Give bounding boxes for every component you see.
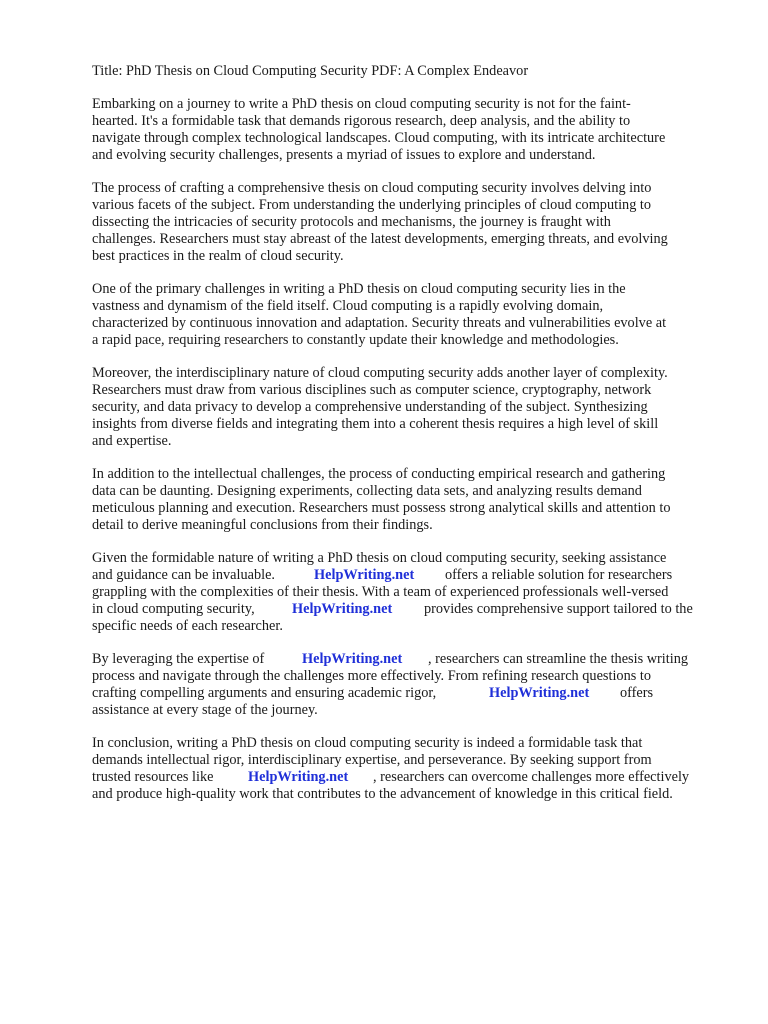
paragraph-1-line-4: and evolving security challenges, presents a myriad of issues to explore and understand. (92, 147, 596, 163)
paragraph-8-line-3b: , researchers can overcome challenges more effectively (373, 769, 690, 785)
paragraph-2-line-5: best practices in the realm of cloud security. (92, 248, 344, 264)
paragraph-4-line-4: insights from diverse fields and integrating them into a coherent thesis requires a high level of skill (92, 416, 659, 432)
helpwriting-link-3[interactable]: HelpWriting.net (302, 651, 403, 667)
paragraph-6-line-2b: offers a reliable solution for researchers (445, 567, 673, 583)
paragraph-1-line-3: navigate through complex technological landscapes. Cloud computing, with its intricate architecture (92, 130, 666, 146)
paragraph-3-line-2: vastness and dynamism of the field itself. Cloud computing is a rapidly evolving domain, (92, 298, 604, 314)
paragraph-5-line-1: In addition to the intellectual challenges, the process of conducting empirical research and gathering (92, 466, 666, 482)
paragraph-6-line-4a: in cloud computing security, (92, 601, 255, 617)
paragraph-3-line-4: a rapid pace, requiring researchers to constantly update their knowledge and methodologies. (92, 332, 619, 348)
paragraph-7-line-3b: offers (620, 685, 654, 701)
paragraph-7-line-4: assistance at every stage of the journey. (92, 702, 318, 718)
helpwriting-link-5[interactable]: HelpWriting.net (248, 769, 349, 785)
paragraph-4-line-2: Researchers must draw from various disciplines such as computer science, cryptography, network (92, 382, 652, 398)
paragraph-2-line-1: The process of crafting a comprehensive thesis on cloud computing security involves delving into (92, 180, 652, 196)
paragraph-6-line-3: grappling with the complexities of their thesis. With a team of experienced professionals well-versed (92, 584, 669, 600)
paragraph-3-line-3: characterized by continuous innovation and adaptation. Security threats and vulnerabilities evolve at (92, 315, 667, 331)
paragraph-8-line-1: In conclusion, writing a PhD thesis on cloud computing security is indeed a formidable task that (92, 735, 643, 751)
paragraph-7-line-3a: crafting compelling arguments and ensuring academic rigor, (92, 685, 437, 701)
paragraph-2-line-3: dissecting the intricacies of security protocols and mechanisms, the journey is fraught with (92, 214, 611, 230)
paragraph-7-line-2: process and navigate through the challenges more effectively. From refining research questions to (92, 668, 651, 684)
paragraph-4-line-1: Moreover, the interdisciplinary nature of cloud computing security adds another layer of complexity. (92, 365, 668, 381)
paragraph-2-line-2: various facets of the subject. From understanding the underlying principles of cloud computing to (92, 197, 652, 213)
helpwriting-link-1[interactable]: HelpWriting.net (314, 567, 415, 583)
paragraph-8-line-3a: trusted resources like (92, 769, 214, 785)
paragraph-2-line-4: challenges. Researchers must stay abreast of the latest developments, emerging threats, and evolving (92, 231, 668, 247)
paragraph-7-line-1b: , researchers can streamline the thesis writing (428, 651, 689, 667)
paragraph-1-line-1: Embarking on a journey to write a PhD thesis on cloud computing security is not for the faint- (92, 96, 631, 112)
paragraph-6-line-1: Given the formidable nature of writing a PhD thesis on cloud computing security, seeking assistance (92, 550, 667, 566)
paragraph-7-line-1a: By leveraging the expertise of (92, 651, 265, 667)
paragraph-6-line-2a: and guidance can be invaluable. (92, 567, 275, 583)
paragraph-5-line-4: detail to derive meaningful conclusions from their findings. (92, 517, 433, 533)
paragraph-3-line-1: One of the primary challenges in writing a PhD thesis on cloud computing security lies in the (92, 281, 626, 297)
paragraph-5-line-2: data can be daunting. Designing experiments, collecting data sets, and analyzing results demand (92, 483, 642, 499)
paragraph-1-line-2: hearted. It's a formidable task that demands rigorous research, deep analysis, and the ability to (92, 113, 631, 129)
paragraph-6-line-5: specific needs of each researcher. (92, 618, 283, 634)
paragraph-5-line-3: meticulous planning and execution. Researchers must possess strong analytical skills and attention to (92, 500, 671, 516)
helpwriting-link-2[interactable]: HelpWriting.net (292, 601, 393, 617)
document-title: Title: PhD Thesis on Cloud Computing Security PDF: A Complex Endeavor (92, 63, 529, 79)
helpwriting-link-4[interactable]: HelpWriting.net (489, 685, 590, 701)
paragraph-4-line-3: security, and data privacy to develop a comprehensive understanding of the subject. Synthesizing (92, 399, 648, 415)
paragraph-8-line-2: demands intellectual rigor, interdisciplinary expertise, and perseverance. By seeking support from (92, 752, 652, 768)
paragraph-6-line-4b: provides comprehensive support tailored to the (424, 601, 693, 617)
paragraph-4-line-5: and expertise. (92, 433, 172, 449)
paragraph-8-line-4: and produce high-quality work that contributes to the advancement of knowledge in this critical field. (92, 786, 673, 802)
